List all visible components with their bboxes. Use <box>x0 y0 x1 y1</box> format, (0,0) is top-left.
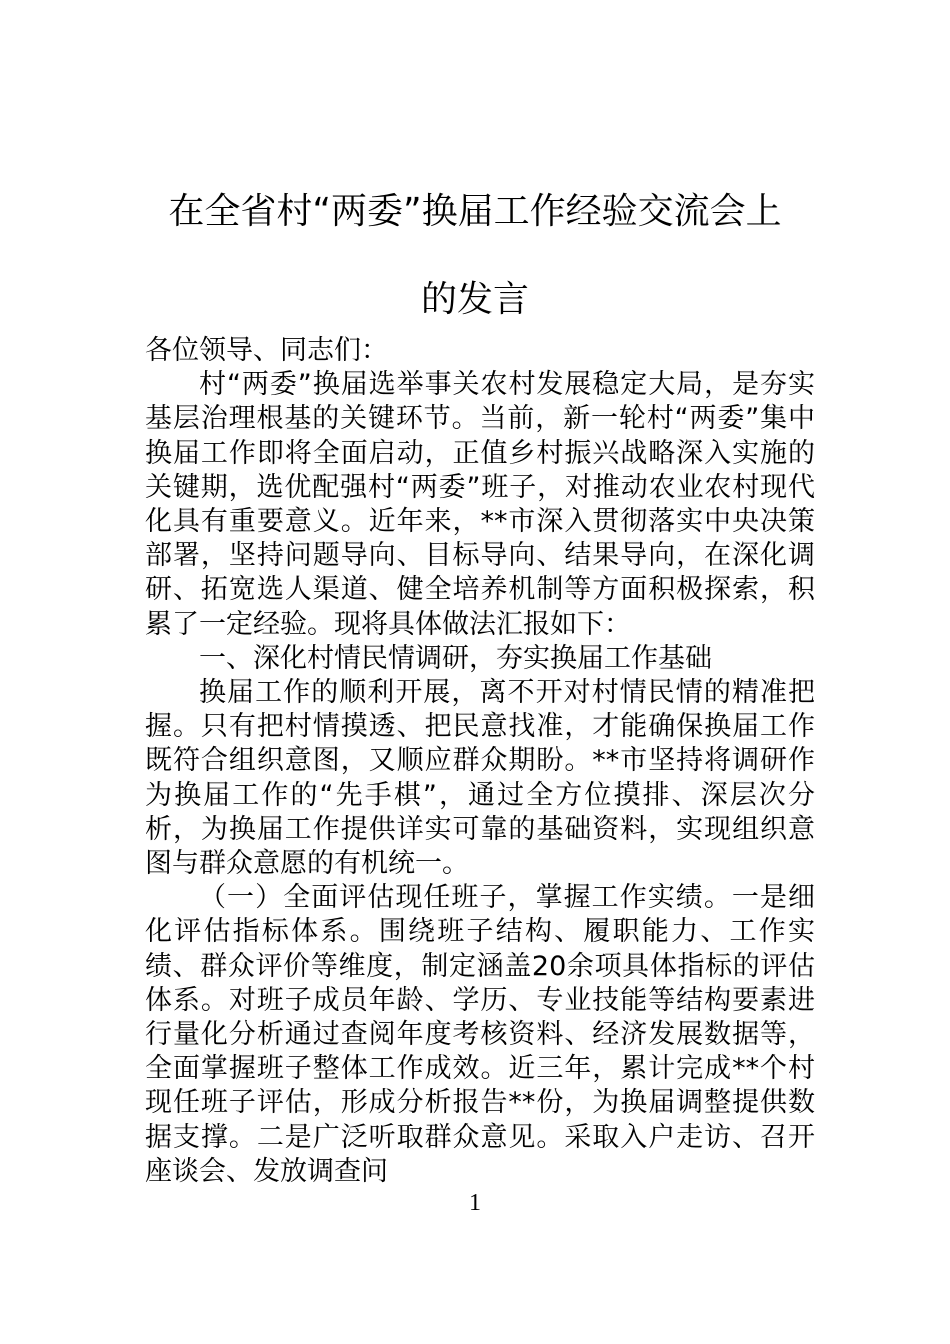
section-heading-1: 一、深化村情民情调研，夯实换届工作基础 <box>199 642 712 674</box>
page-number: 1 <box>469 1190 481 1216</box>
subsection-1-paragraph: （一）全面评估现任班子，掌握工作实绩。一是细化评估指标体系。围绕班子结构、履职能力、工作实绩、群众评价等维度，制定涵盖20余项具体指标的评估体系。对班子成员年龄、学历、专业技能等结构要素进行量化分析通过查阅年度考核资料、经济发展数据等，全面掌握班子整体工作成效。近三年，累计完成**个村现任班子评估，形成分析报告**份，为换届调整提供数据支撑。二是广泛听取群众意见。采取入户走访、召开座谈会、发放调查问 <box>145 882 815 1187</box>
salutation: 各位领导、同志们： <box>145 335 388 366</box>
document-body <box>145 334 815 1189</box>
title-line-1: 在全省村“两委”换届工作经验交流会上 <box>168 191 782 232</box>
section-1-paragraph: 换届工作的顺利开展，离不开对村情民情的精准把握。只有把村情摸透、把民意找准，才能确保换届工作既符合组织意图，又顺应群众期盼。**市坚持将调研作为换届工作的“先手棋”，通过全方位摸排、深层次分析，为换届工作提供详实可靠的基础资料，实现组织意图与群众意愿的有机统一。 <box>145 677 815 880</box>
title-line-2: 的发言 <box>420 279 529 320</box>
intro-paragraph: 村“两委”换届选举事关农村发展稳定大局，是夯实基层治理根基的关键环节。当前，新一轮村“两委”集中换届工作即将全面启动，正值乡村振兴战略深入实施的关键期，选优配强村“两委”班子，对推动农业农村现代化具有重要意义。近年来，**市深入贯彻落实中央决策部署，坚持问题导向、目标导向、结果导向，在深化调研、拓宽选人渠道、健全培养机制等方面积极探索，积累了一定经验。现将具体做法汇报如下： <box>145 369 815 640</box>
document-title <box>120 168 830 344</box>
